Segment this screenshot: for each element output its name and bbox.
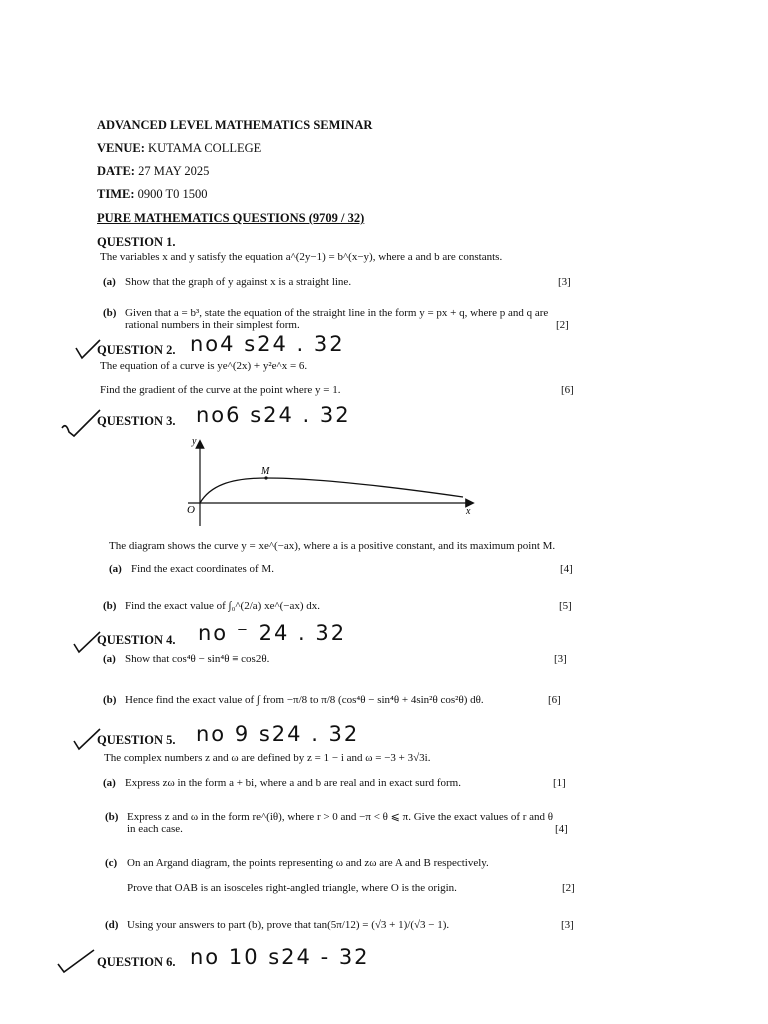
venue-line: VENUE: KUTAMA COLLEGE [97, 141, 262, 155]
q4-handwritten-note: no ⁻ 24 . 32 [198, 621, 347, 645]
q3-handwritten-note: no6 s24 . 32 [196, 403, 351, 427]
q3a-marks: [4] [560, 563, 573, 575]
q2-handwritten-note: no4 s24 . 32 [190, 332, 345, 356]
q5a: (a) Express zω in the form a + bi, where a and b are real and in exact surd form. [103, 777, 461, 789]
q5-heading: QUESTION 5. [97, 733, 176, 747]
q5b-cont: in each case. [127, 823, 183, 835]
x-axis-label: x [466, 506, 471, 517]
q1-heading: QUESTION 1. [97, 235, 176, 249]
date-line: DATE: 27 MAY 2025 [97, 164, 210, 178]
seminar-title: ADVANCED LEVEL MATHEMATICS SEMINAR [97, 118, 373, 132]
q5d-marks: [3] [561, 919, 574, 931]
q2-text: Find the gradient of the curve at the point where y = 1. [100, 384, 341, 396]
q3a: (a) Find the exact coordinates of M. [109, 563, 274, 575]
q1-intro: The variables x and y satisfy the equation a^(2y−1) = b^(x−y), where a and b are constants. [100, 251, 503, 263]
q3-curve-diagram [180, 436, 480, 528]
q5c-marks: [2] [562, 882, 575, 894]
q2-intro: The equation of a curve is ye^(2x) + y²e^x = 6. [100, 360, 308, 372]
q5c: (c) On an Argand diagram, the points representing ω and zω are A and B respectively. [105, 857, 489, 869]
q1a-marks: [3] [558, 276, 571, 288]
q5c-cont: Prove that OAB is an isosceles right-angled triangle, where O is the origin. [127, 882, 457, 894]
q1b: (b) Given that a = b³, state the equation of the straight line in the form y = px + q, where p and q are [103, 307, 549, 319]
tick-mark-icon [56, 948, 96, 974]
curve [200, 478, 463, 503]
q3-heading: QUESTION 3. [97, 414, 176, 428]
q4b: (b) Hence find the exact value of ∫ from −π/8 to π/8 (cos⁴θ − sin⁴θ + 4sin²θ cos²θ) dθ. [103, 694, 484, 706]
q1a: (a) Show that the graph of y against x is a straight line. [103, 276, 352, 288]
q4-heading: QUESTION 4. [97, 633, 176, 647]
q4a-marks: [3] [554, 653, 567, 665]
q6-handwritten-note: no 10 s24 - 32 [190, 945, 370, 969]
y-axis-label: y [192, 436, 197, 447]
q5b: (b) Express z and ω in the form re^(iθ), where r > 0 and −π < θ ⩽ π. Give the exact values of r and θ [105, 811, 554, 823]
q6-heading: QUESTION 6. [97, 955, 176, 969]
q5a-marks: [1] [553, 777, 566, 789]
q3b-marks: [5] [559, 600, 572, 612]
origin-label: O [187, 504, 195, 516]
q4b-marks: [6] [548, 694, 561, 706]
section-heading: PURE MATHEMATICS QUESTIONS (9709 / 32) [97, 211, 365, 225]
q2-heading: QUESTION 2. [97, 343, 176, 357]
q3-intro: The diagram shows the curve y = xe^(−ax), where a is a positive constant, and its maximum point M. [109, 540, 556, 552]
q5-handwritten-note: no 9 s24 . 32 [196, 722, 360, 746]
q5d: (d) Using your answers to part (b), prove that tan(5π/12) = (√3 + 1)/(√3 − 1). [105, 919, 450, 931]
q1b-marks: [2] [556, 319, 569, 331]
q3b: (b) Find the exact value of ∫₀^(2/a) xe^(−ax) dx. [103, 600, 321, 612]
q2-marks: [6] [561, 384, 574, 396]
tick-mark-icon [60, 408, 102, 438]
time-line: TIME: 0900 T0 1500 [97, 187, 208, 201]
q1b-cont: rational numbers in their simplest form. [125, 319, 300, 331]
point-m-label: M [261, 466, 270, 477]
q5b-marks: [4] [555, 823, 568, 835]
q4a: (a) Show that cos⁴θ − sin⁴θ ≡ cos2θ. [103, 653, 270, 665]
q5-intro: The complex numbers z and ω are defined by z = 1 − i and ω = −3 + 3√3i. [104, 752, 431, 764]
